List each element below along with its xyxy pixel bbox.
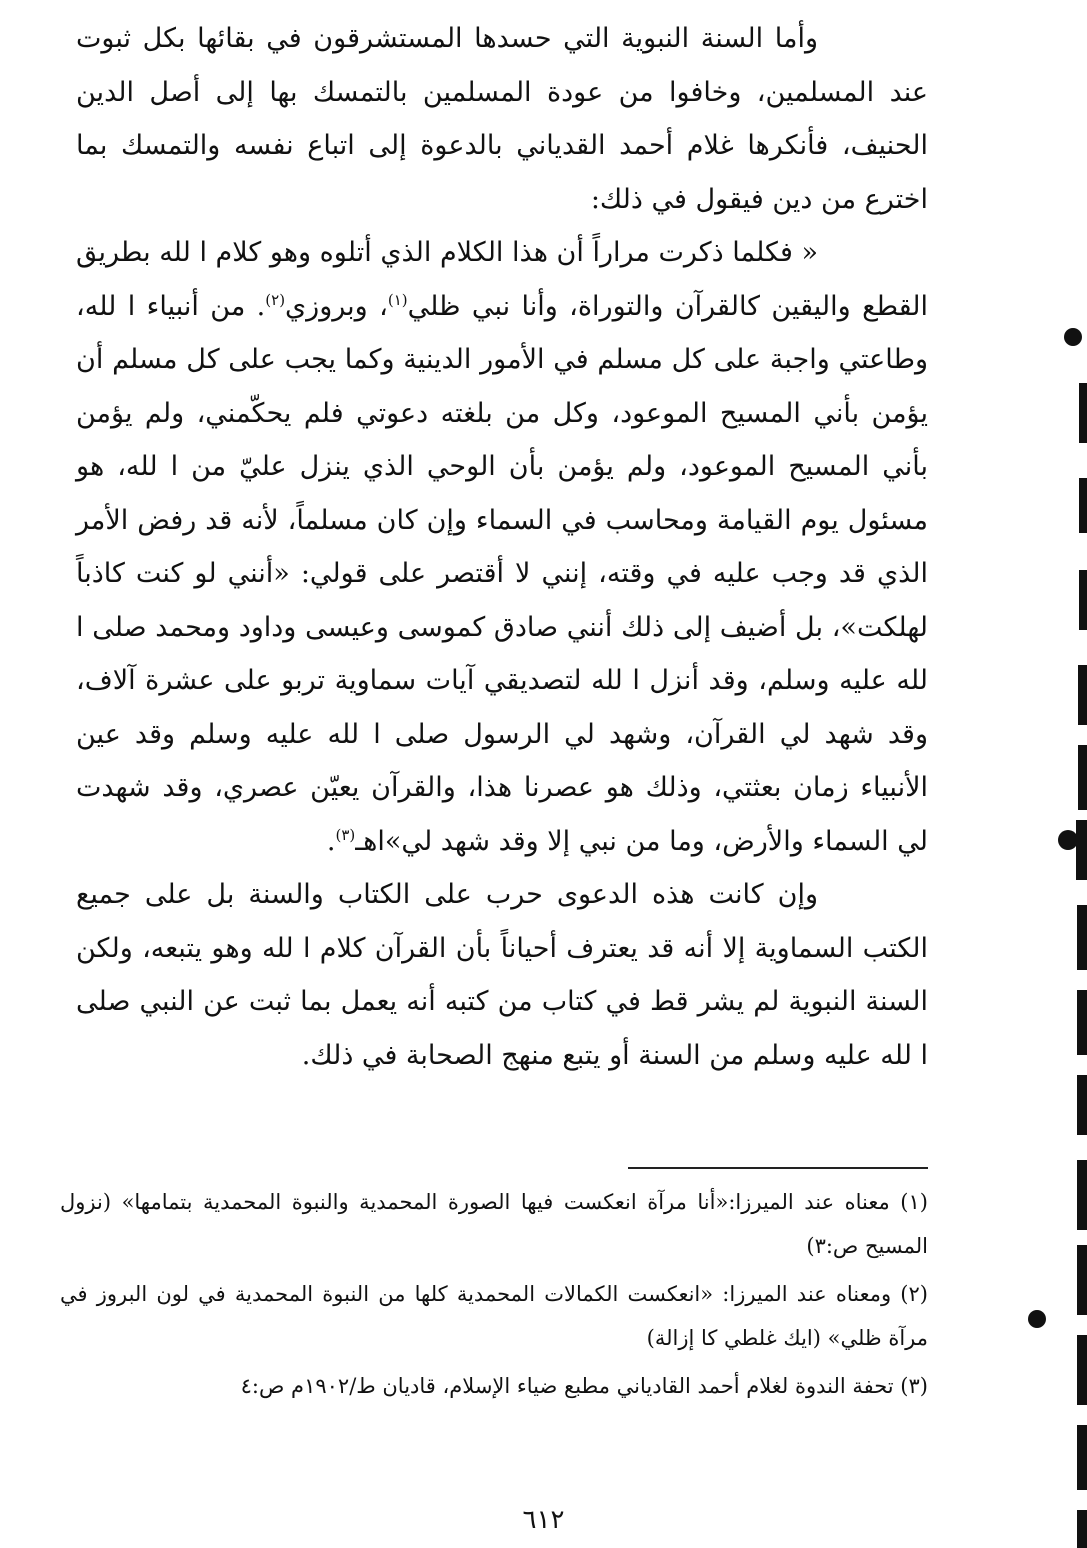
footnote-1: (١) معناه عند الميرزا:«أنا مرآة انعكست فيها الصورة المحمدية والنبوة المحمدية بتمامها» (نزول المسيح ص:٣) [60, 1190, 928, 1258]
binder-bar-mark [1077, 1075, 1087, 1135]
binder-bar-mark [1076, 820, 1087, 880]
paragraph-quote [76, 226, 928, 868]
footnotes [60, 1180, 928, 1412]
binder-bar-mark [1079, 570, 1087, 630]
binder-bar-mark [1079, 383, 1087, 443]
main-text [76, 12, 928, 1082]
binder-bar-mark [1079, 478, 1087, 533]
footnote-ref-2[interactable]: (٢) [265, 290, 286, 309]
binder-dot-mark [1064, 328, 1082, 346]
binder-dot-mark [1028, 1310, 1046, 1328]
binder-bar-mark [1077, 1160, 1087, 1230]
footnote-divider [628, 1167, 928, 1169]
footnote-3: (٣) تحفة الندوة لغلام أحمد القادياني مطبع ضياء الإسلام، قاديان ط/١٩٠٢م ص:٤ [240, 1374, 928, 1398]
binder-dot-mark [1058, 830, 1078, 850]
paragraph-conclusion: وإن كانت هذه الدعوى حرب على الكتاب والسنة بل على جميع الكتب السماوية إلا أنه قد يعترف أحياناً بأن القرآن كلام ا لله وهو يتبعه، ولكن السنة النبوية لم يشر قط في كتاب من كتبه أنه يعمل بما ثبت عن النبي صلى ا لله عليه وسلم من السنة أو يتبع منهج الصحابة في ذلك. [76, 879, 928, 1071]
page-number: ٦١٢ [522, 1505, 565, 1535]
footnote-ref-1[interactable]: (١) [387, 290, 408, 309]
binder-bar-mark [1077, 1510, 1087, 1548]
footnote-ref-3[interactable]: (٣) [335, 825, 356, 844]
binder-bar-mark [1078, 745, 1087, 810]
binder-bar-mark [1077, 905, 1087, 970]
footnote-2: (٢) ومعناه عند الميرزا: «انعكست الكمالات المحمدية كلها من النبوة المحمدية في لون البروز في مرآة ظلي» (ايك غلطي كا إزالة) [60, 1282, 928, 1350]
binder-bar-mark [1077, 1335, 1087, 1405]
quote-part-1: « فكلما ذكرت مراراً أن هذا الكلام الذي أتلوه وهو كلام ا لله بطريق القطع واليقين كالقرآن والتوراة، وأنا نبي ظلي [76, 237, 928, 322]
binder-bar-mark [1077, 1425, 1087, 1490]
quote-part-2: ، وبروزي [285, 290, 388, 322]
binder-bar-mark [1077, 1245, 1087, 1315]
binder-bar-mark [1078, 665, 1087, 725]
binder-bar-mark [1077, 990, 1087, 1055]
quote-part-4: . [326, 825, 336, 857]
paragraph-intro: وأما السنة النبوية التي حسدها المستشرقون في بقائها بكل ثبوت عند المسلمين، وخافوا من عودة المسلمين بالتمسك بها إلى أصل الدين الحنيف، فأنكرها غلام أحمد القدياني بالدعوة إلى اتباع نفسه والتمسك بما اخترع من دين فيقول في ذلك: [76, 23, 928, 215]
quote-part-3: . من أنبياء ا لله، وطاعتي واجبة على كل مسلم في الأمور الدينية وكما يجب على كل مسلم أن يؤمن بأني المسيح الموعود، وكل من بلغته دعوتي فلم يحكّمني، ولم يؤمن بأني المسيح الموعود، ولم يؤمن بأن الوحي الذي ينزل عليّ من ا لله، هو مسئول يوم القيامة ومحاسب في السماء وإن كان مسلماً، لأنه قد رفض الأمر الذي قد وجب عليه في وقته، إنني لا أقتصر على قولي: «أنني لو كنت كاذباً لهلكت»، بل أضيف إلى ذلك أنني صادق كموسى وعيسى وداود ومحمد صلى ا لله عليه وسلم، وقد أنزل ا لله لتصديقي آيات سماوية تربو على عشرة آلاف، وقد شهد لي القرآن، وشهد لي الرسول صلى ا لله عليه وسلم وقد عين الأنبياء زمان بعثتي، وذلك هو عصرنا هذا، والقرآن يعيّن عصري، وقد شهدت لي السماء والأرض، وما من نبي إلا وقد شهد لي»اهـ [76, 290, 929, 857]
